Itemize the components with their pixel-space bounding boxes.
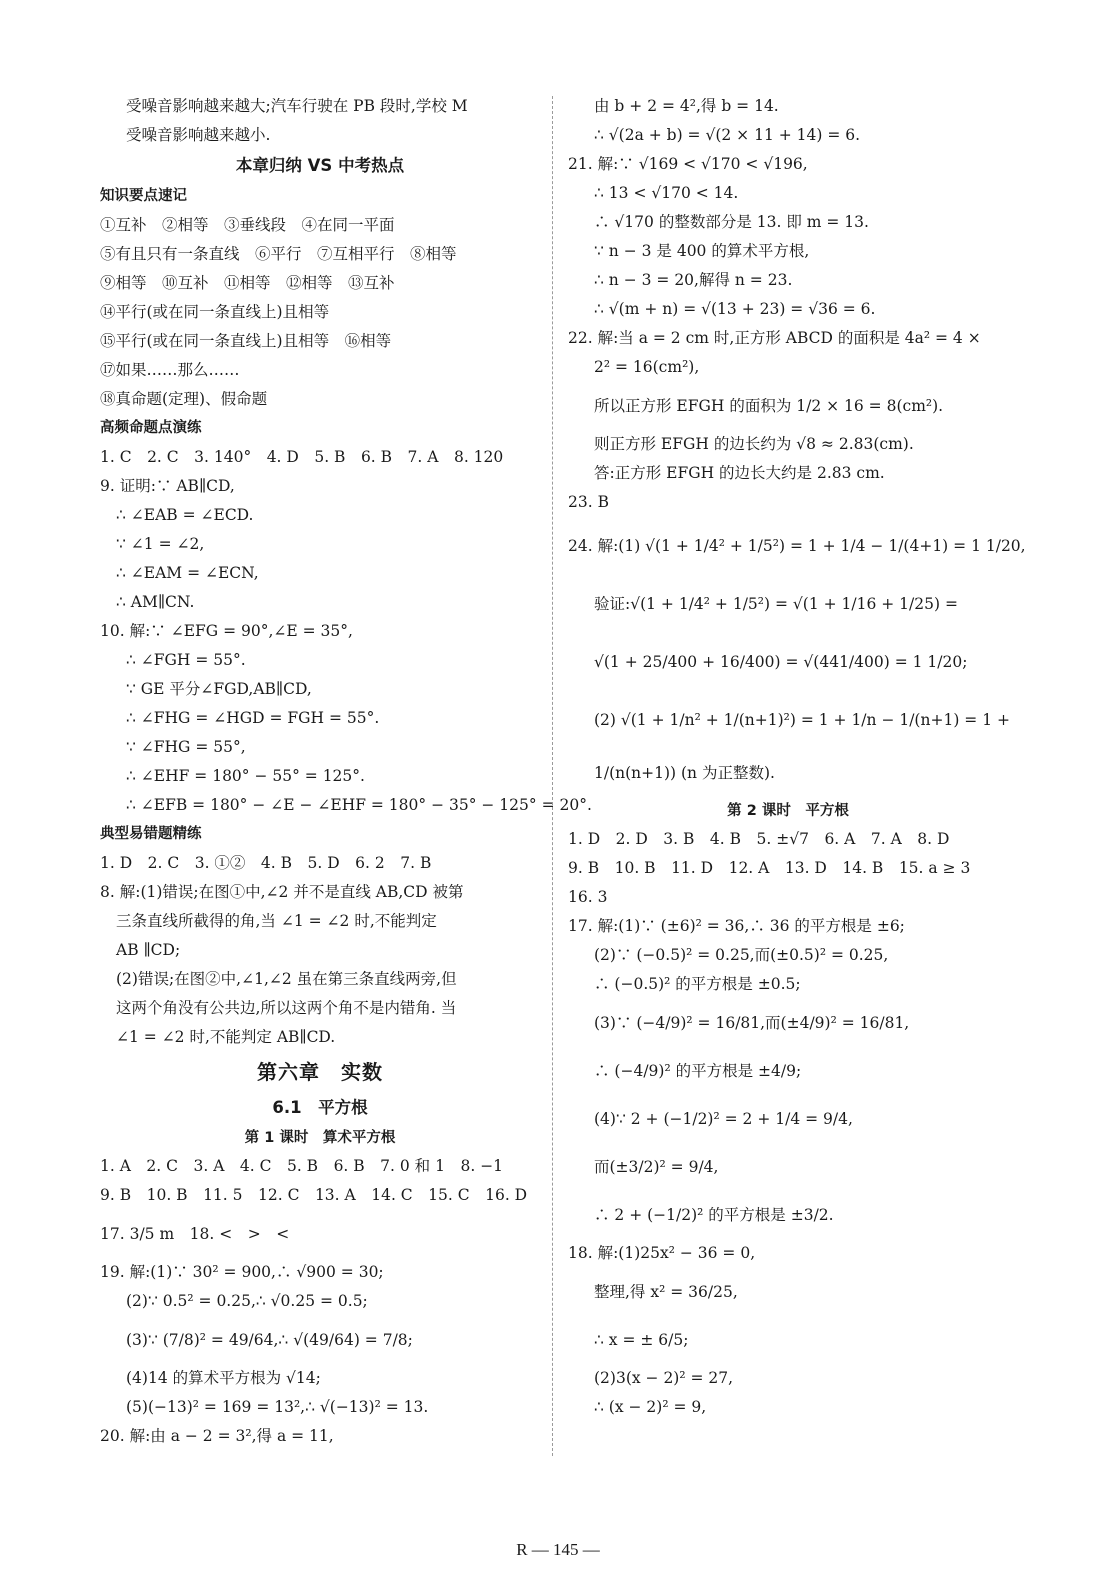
text-line: ①互补 ②相等 ③垂线段 ④在同一平面 xyxy=(100,216,395,234)
text-line: ∴ (−0.5)² 的平方根是 ±0.5; xyxy=(594,975,801,993)
text-line: ⑰如果……那么…… xyxy=(100,361,240,379)
text-line: 而(±3/2)² = 9/4, xyxy=(594,1158,719,1176)
text-line: 典型易错题精练 xyxy=(100,826,202,842)
text-line: 由 b + 2 = 4²,得 b = 14. xyxy=(594,97,779,115)
text-line: (3)∵ (−4/9)² = 16/81,而(±4/9)² = 16/81, xyxy=(594,1014,910,1032)
text-line: ∴ ∠FGH = 55°. xyxy=(126,651,246,669)
text-line: 受噪音影响越来越大;汽车行驶在 PB 段时,学校 M xyxy=(126,97,468,115)
text-line: ∴ √(m + n) = √(13 + 23) = √36 = 6. xyxy=(594,300,876,318)
text-line: ⑱真命题(定理)、假命题 xyxy=(100,390,268,408)
text-line: 受噪音影响越来越小. xyxy=(126,126,271,144)
text-line: ∴ √(2a + b) = √(2 × 11 + 14) = 6. xyxy=(594,126,861,144)
text-line: (2)∵ (−0.5)² = 0.25,而(±0.5)² = 0.25, xyxy=(594,946,889,964)
text-line: 整理,得 x² = 36/25, xyxy=(594,1283,738,1301)
section-heading: 6.1 平方根 xyxy=(272,1098,368,1117)
text-line: 验证:√(1 + 1/4² + 1/5²) = √(1 + 1/16 + 1/25) = xyxy=(594,595,958,613)
right-column xyxy=(568,92,1026,1422)
text-line: (3)∵ (7/8)² = 49/64,∴ √(49/64) = 7/8; xyxy=(126,1331,413,1349)
text-line: ∵ ∠1 = ∠2, xyxy=(116,535,205,553)
text-line: 这两个角没有公共边,所以这两个角不是内错角. 当 xyxy=(116,999,457,1017)
page-number: R — 145 — xyxy=(516,1540,600,1559)
text-line: ∴ AM∥CN. xyxy=(116,593,195,611)
text-line: ∵ GE 平分∠FGD,AB∥CD, xyxy=(126,680,312,698)
text-line: (2) √(1 + 1/n² + 1/(n+1)²) = 1 + 1/n − 1/(n+1) = 1 + xyxy=(594,711,1010,729)
text-line: 1. C 2. C 3. 140° 4. D 5. B 6. B 7. A 8. 120 xyxy=(100,448,504,466)
text-line: 24. 解:(1) √(1 + 1/4² + 1/5²) = 1 + 1/4 − 1/(4+1) = 1 1/20, xyxy=(568,537,1026,555)
text-line: √(1 + 25/400 + 16/400) = √(441/400) = 1 1/20; xyxy=(594,653,968,671)
text-line: 16. 3 xyxy=(568,888,608,906)
text-line: 19. 解:(1)∵ 30² = 900,∴ √900 = 30; xyxy=(100,1263,384,1281)
text-line: (2)3(x − 2)² = 27, xyxy=(594,1369,734,1387)
text-line: ∴ ∠EAM = ∠ECN, xyxy=(116,564,259,582)
text-line: (4)14 的算术平方根为 √14; xyxy=(126,1369,321,1387)
text-line: ∴ n − 3 = 20,解得 n = 23. xyxy=(594,271,793,289)
text-line: ⑭平行(或在同一条直线上)且相等 xyxy=(100,303,330,321)
text-line: 1/(n(n+1)) (n 为正整数). xyxy=(594,764,775,782)
text-line: 18. 解:(1)25x² − 36 = 0, xyxy=(568,1244,756,1262)
text-line: ∴ (−4/9)² 的平方根是 ±4/9; xyxy=(594,1062,802,1080)
text-line: ∴ √170 的整数部分是 13. 即 m = 13. xyxy=(594,213,869,231)
text-line: ∴ (x − 2)² = 9, xyxy=(594,1398,707,1416)
text-line: 2² = 16(cm²), xyxy=(594,358,700,376)
text-line: AB ∥CD; xyxy=(116,941,181,959)
text-line: ∴ ∠FHG = ∠HGD = FGH = 55°. xyxy=(126,709,380,727)
text-line: 21. 解:∵ √169 < √170 < √196, xyxy=(568,155,808,173)
text-line: 9. B 10. B 11. 5 12. C 13. A 14. C 15. C 16. D xyxy=(100,1186,528,1204)
text-line: ∴ x = ± 6/5; xyxy=(594,1331,689,1349)
text-line: 17. 解:(1)∵ (±6)² = 36,∴ 36 的平方根是 ±6; xyxy=(568,917,905,935)
text-line: ⑤有且只有一条直线 ⑥平行 ⑦互相平行 ⑧相等 xyxy=(100,245,457,263)
text-line: 答:正方形 EFGH 的边长大约是 2.83 cm. xyxy=(594,464,885,482)
text-line: 17. 3/5 m 18. < > < xyxy=(100,1225,290,1243)
text-line: 三条直线所截得的角,当 ∠1 = ∠2 时,不能判定 xyxy=(116,912,437,930)
text-line: (2)∵ 0.5² = 0.25,∴ √0.25 = 0.5; xyxy=(126,1292,368,1310)
text-line: ∴ ∠EHF = 180° − 55° = 125°. xyxy=(126,767,365,785)
text-line: ⑨相等 ⑩互补 ⑪相等 ⑫相等 ⑬互补 xyxy=(100,274,395,292)
section-heading: 本章归纳 VS 中考热点 xyxy=(235,156,405,175)
text-line: ∴ ∠EAB = ∠ECD. xyxy=(116,506,254,524)
text-line: 23. B xyxy=(568,493,609,511)
text-line: 1. D 2. C 3. ①② 4. B 5. D 6. 2 7. B xyxy=(100,854,432,872)
text-line: ∵ ∠FHG = 55°, xyxy=(126,738,246,756)
text-line: 9. B 10. B 11. D 12. A 13. D 14. B 15. a ≥ 3 xyxy=(568,859,971,877)
text-line: 8. 解:(1)错误;在图①中,∠2 并不是直线 AB,CD 被第 xyxy=(100,883,464,901)
text-line: (2)错误;在图②中,∠1,∠2 虽在第三条直线两旁,但 xyxy=(116,970,457,988)
section-heading: 第 1 课时 算术平方根 xyxy=(244,1130,396,1146)
text-line: 20. 解:由 a − 2 = 3²,得 a = 11, xyxy=(100,1427,334,1445)
text-line: 所以正方形 EFGH 的面积为 1/2 × 16 = 8(cm²). xyxy=(594,397,944,415)
text-line: ∴ 2 + (−1/2)² 的平方根是 ±3/2. xyxy=(594,1206,834,1224)
text-line: 高频命题点演练 xyxy=(100,420,202,436)
text-line: 9. 证明:∵ AB∥CD, xyxy=(100,477,235,495)
section-heading: 第六章 实数 xyxy=(257,1060,383,1084)
text-line: ⑮平行(或在同一条直线上)且相等 ⑯相等 xyxy=(100,332,392,350)
text-line: (4)∵ 2 + (−1/2)² = 2 + 1/4 = 9/4, xyxy=(594,1110,853,1128)
text-line: (5)(−13)² = 169 = 13²,∴ √(−13)² = 13. xyxy=(126,1398,429,1416)
text-line: 知识要点速记 xyxy=(100,188,187,204)
text-line: ∴ ∠EFB = 180° − ∠E − ∠EHF = 180° − 35° − 125° = 20°. xyxy=(126,796,592,814)
text-line: 1. A 2. C 3. A 4. C 5. B 6. B 7. 0 和 1 8. −1 xyxy=(100,1157,504,1175)
section-heading: 第 2 课时 平方根 xyxy=(727,803,849,819)
text-line: 1. D 2. D 3. B 4. B 5. ±√7 6. A 7. A 8. D xyxy=(568,830,950,848)
text-line: 22. 解:当 a = 2 cm 时,正方形 ABCD 的面积是 4a² = 4 × xyxy=(568,329,981,347)
text-line: 则正方形 EFGH 的边长约为 √8 ≈ 2.83(cm). xyxy=(594,435,914,453)
text-line: ∴ 13 < √170 < 14. xyxy=(594,184,739,202)
text-line: ∵ n − 3 是 400 的算术平方根, xyxy=(594,242,810,260)
text-line: ∠1 = ∠2 时,不能判定 AB∥CD. xyxy=(116,1028,336,1046)
column-divider xyxy=(552,96,553,1456)
text-line: 10. 解:∵ ∠EFG = 90°,∠E = 35°, xyxy=(100,622,353,640)
